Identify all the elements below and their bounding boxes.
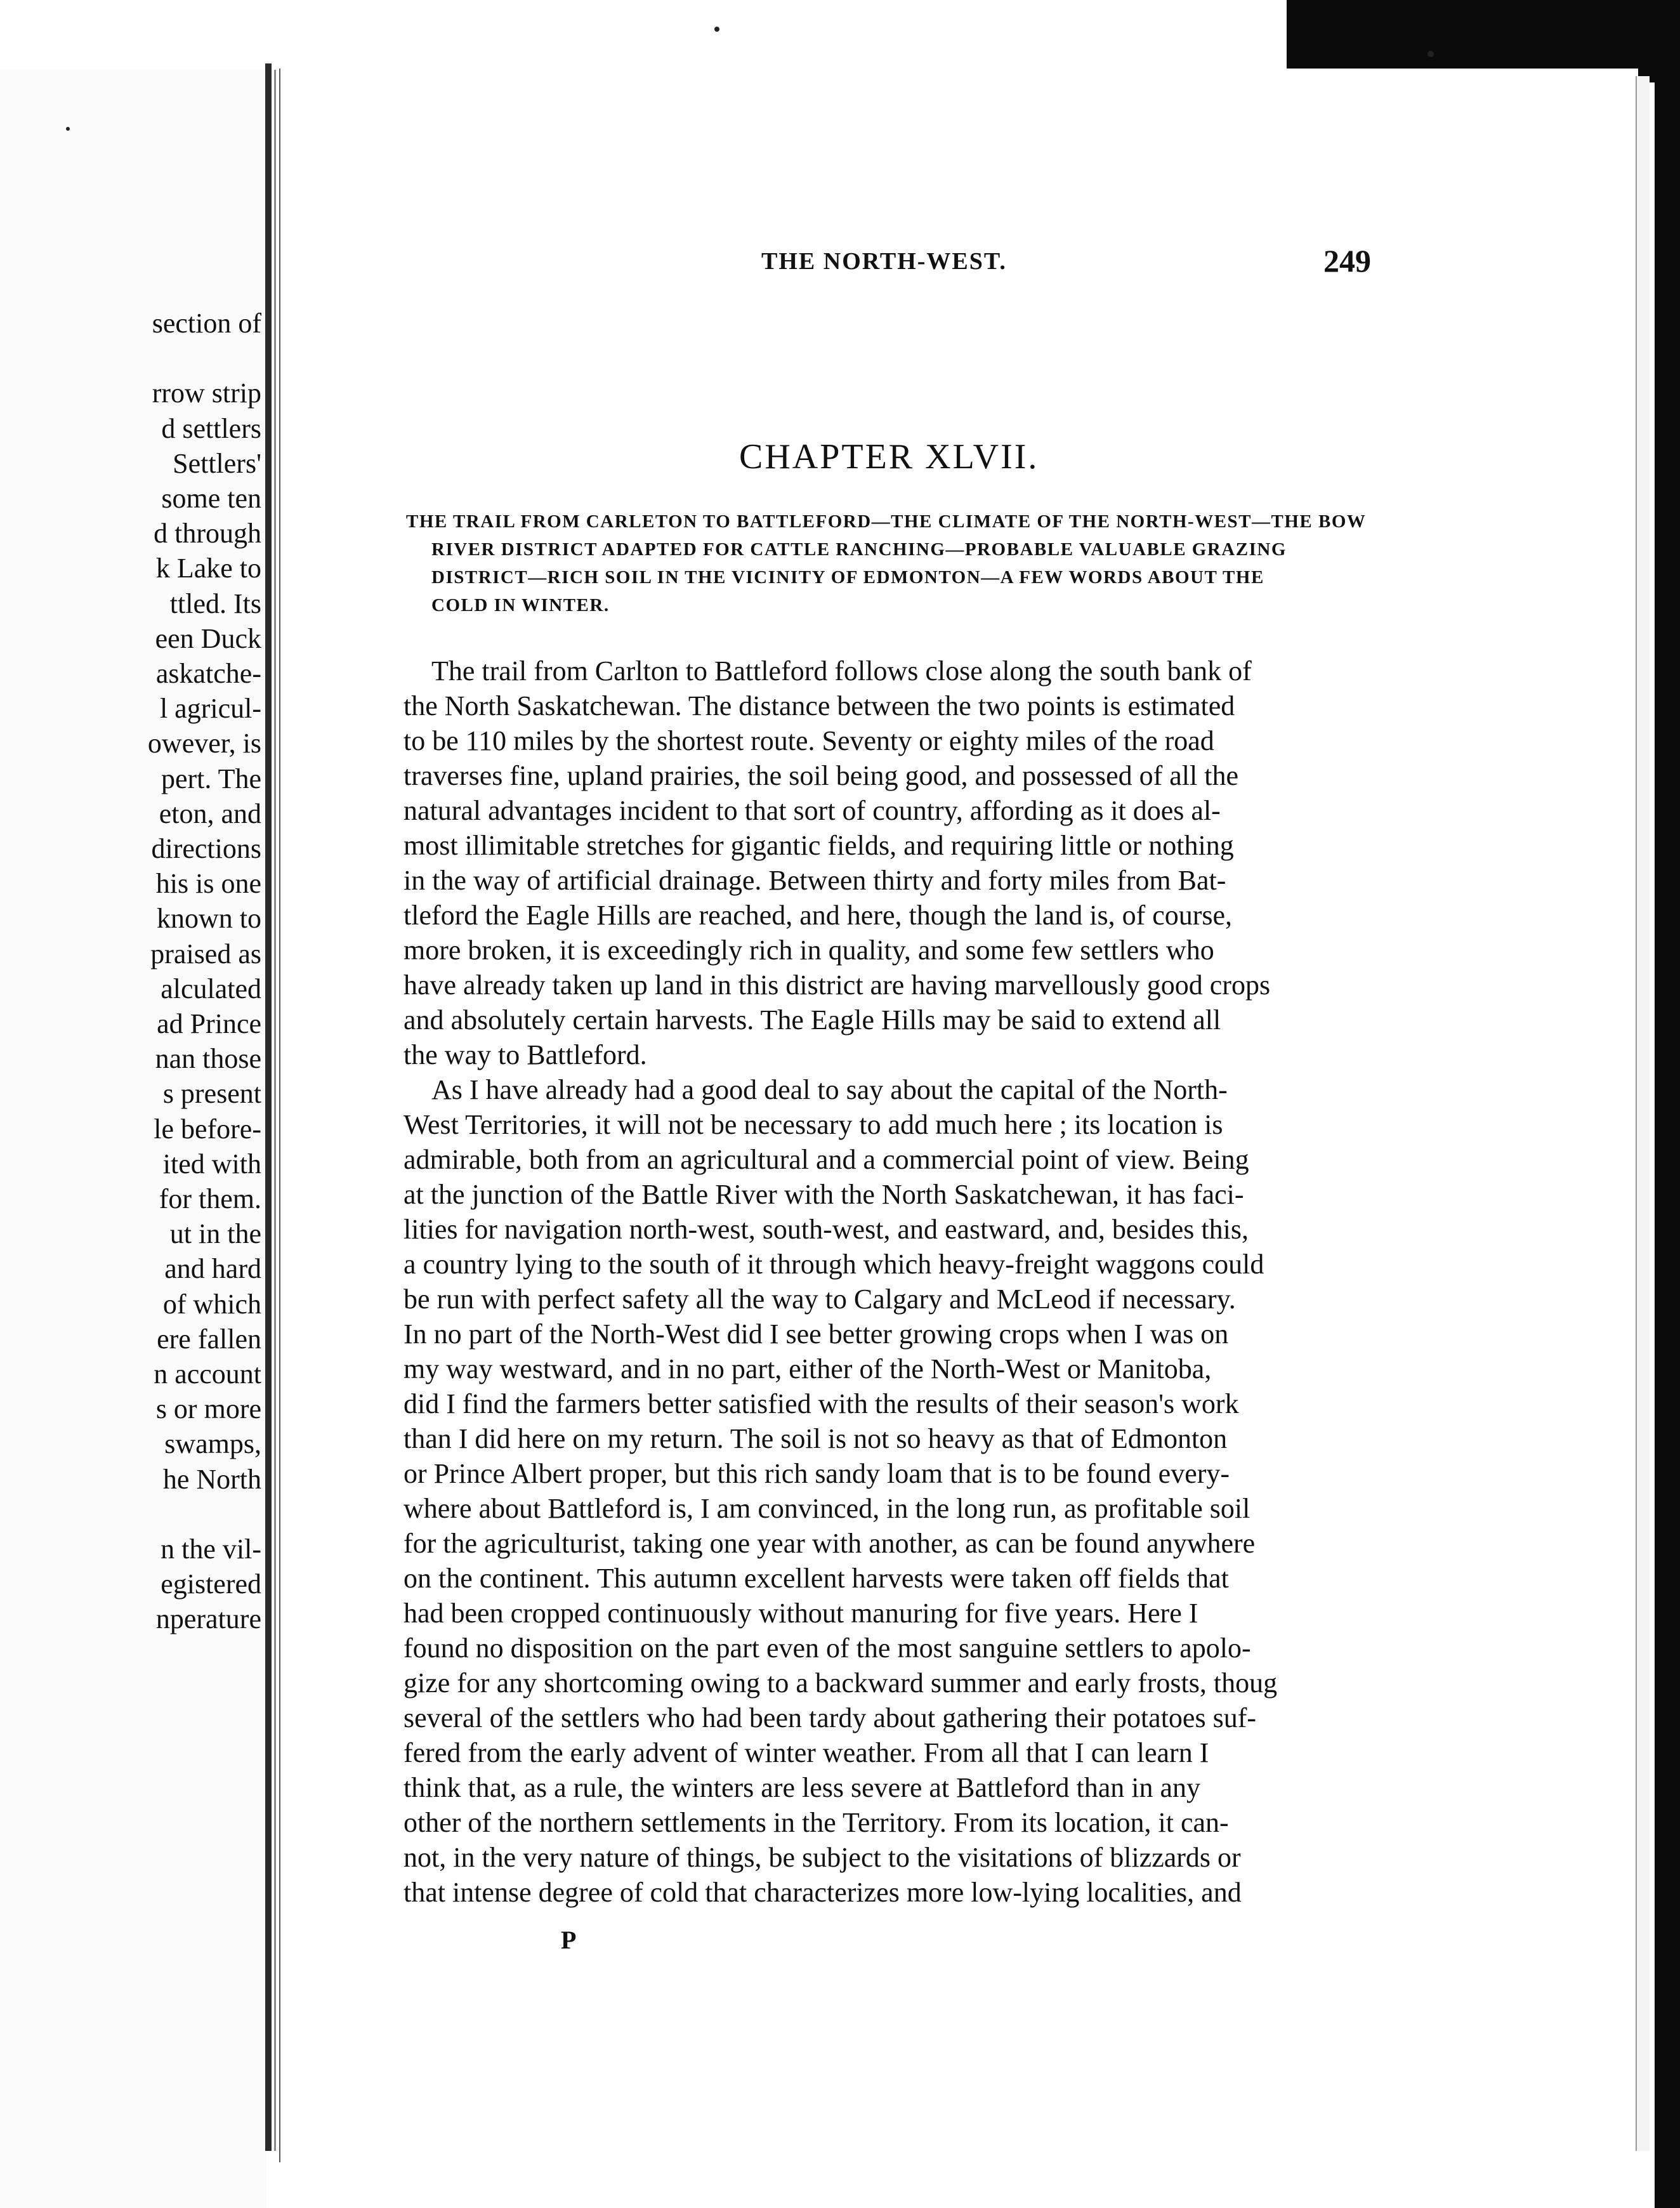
left-page-line: rrow strip <box>152 378 261 409</box>
left-page-line: askatche- <box>155 658 261 689</box>
left-page-line: of which <box>162 1288 261 1320</box>
body-line: have already taken up land in this district are having marvellously good crops <box>404 969 1271 1001</box>
left-page-line: egistered <box>161 1568 261 1600</box>
left-page-line: d settlers <box>161 412 261 444</box>
scan-speck <box>714 27 719 32</box>
left-page-line: ad Prince <box>157 1008 261 1039</box>
body-line: or Prince Albert proper, but this rich sandy loam that is to be found every- <box>404 1458 1230 1489</box>
body-line: most illimitable stretches for gigantic fields, and requiring little or nothing <box>404 830 1234 861</box>
left-page-line: some ten <box>161 483 261 514</box>
body-line: several of the settlers who had been tardy about gathering their potatoes suf- <box>404 1702 1256 1733</box>
left-page-line: pert. The <box>161 763 261 794</box>
left-page-line: ttled. Its <box>169 588 261 619</box>
signature-mark: P <box>561 1926 577 1954</box>
body-line: the way to Battleford. <box>404 1039 647 1070</box>
body-line: traverses fine, upland prairies, the soil being good, and possessed of all the <box>404 760 1239 791</box>
left-page-line: d through <box>154 518 261 549</box>
left-page-line: nperature <box>155 1603 261 1635</box>
left-page-line: and hard <box>164 1253 261 1285</box>
left-page-line: for them. <box>159 1183 261 1214</box>
body-line: admirable, both from an agricultural and a commercial point of view. Being <box>404 1144 1249 1175</box>
body-line: and absolutely certain harvests. The Eagle Hills may be said to extend all <box>404 1004 1221 1035</box>
scan-speck <box>1427 51 1434 57</box>
chapter-summary-line: THE TRAIL FROM CARLETON TO BATTLEFORD—THE CLIMATE OF THE NORTH-WEST—THE BOW <box>406 511 1367 532</box>
body-line: As I have already had a good deal to say about the capital of the North- <box>431 1074 1228 1105</box>
body-line: my way westward, and in no part, either of the North-West or Manitoba, <box>404 1353 1212 1384</box>
left-page-line: n the vil- <box>161 1534 261 1565</box>
body-line: tleford the Eagle Hills are reached, and here, though the land is, of course, <box>404 900 1233 931</box>
body-line: where about Battleford is, I am convinced, in the long run, as profitable soil <box>404 1493 1250 1524</box>
left-page-line: s present <box>162 1078 261 1110</box>
body-line: for the agriculturist, taking one year with another, as can be found anywhere <box>404 1528 1256 1559</box>
left-page-line: ere fallen <box>157 1323 261 1355</box>
body-line: that intense degree of cold that characterizes more low-lying localities, and <box>404 1877 1242 1908</box>
body-line: the North Saskatchewan. The distance between the two points is estimated <box>404 690 1235 721</box>
page-edge <box>1636 76 1650 2151</box>
body-line: In no part of the North-West did I see better growing crops when I was on <box>404 1318 1229 1350</box>
body-line: to be 110 miles by the shortest route. Seventy or eighty miles of the road <box>404 725 1214 756</box>
book-gutter <box>265 63 272 2151</box>
left-page-line: alculated <box>161 973 261 1004</box>
chapter-summary-line: DISTRICT—RICH SOIL IN THE VICINITY OF EDMONTON—A FEW WORDS ABOUT THE <box>431 567 1264 588</box>
left-page-line: een Duck <box>155 622 261 654</box>
left-page-line: his is one <box>155 868 261 900</box>
left-page-line: ut in the <box>169 1218 261 1250</box>
left-page-line: swamps, <box>164 1428 261 1460</box>
body-line: other of the northern settlements in the Territory. From its location, it can- <box>404 1807 1229 1838</box>
left-page-line: s or more <box>155 1393 261 1425</box>
left-page-line: Settlers' <box>173 447 261 479</box>
body-line: more broken, it is exceedingly rich in quality, and some few settlers who <box>404 935 1214 966</box>
running-head: THE NORTH-WEST. <box>761 248 1007 275</box>
chapter-summary-line: COLD IN WINTER. <box>431 595 610 615</box>
book-gutter-shadow <box>274 70 276 2151</box>
body-line: The trail from Carlton to Battleford follows close along the south bank of <box>431 655 1252 687</box>
left-page-line: eton, and <box>159 798 261 829</box>
left-page-line: directions <box>151 833 261 864</box>
body-line: had been cropped continuously without manuring for five years. Here I <box>404 1598 1198 1629</box>
left-page-line: praised as <box>150 938 261 969</box>
left-page-line: l agricul- <box>159 693 261 725</box>
body-line: not, in the very nature of things, be subject to the visitations of blizzards or <box>404 1842 1241 1873</box>
left-page-line: le before- <box>154 1113 261 1145</box>
chapter-summary-line: RIVER DISTRICT ADAPTED FOR CATTLE RANCHING—PROBABLE VALUABLE GRAZING <box>431 539 1287 560</box>
left-page-line: known to <box>157 903 261 935</box>
left-page-line: nan those <box>155 1043 261 1075</box>
left-page-line: section of <box>152 308 261 339</box>
body-line: at the junction of the Battle River with the North Saskatchewan, it has faci- <box>404 1179 1244 1210</box>
body-line: lities for navigation north-west, south-west, and eastward, and, besides this, <box>404 1214 1249 1245</box>
body-line: West Territories, it will not be necessary to add much here ; its location is <box>404 1109 1223 1140</box>
body-line: did I find the farmers better satisfied with the results of their season's work <box>404 1388 1239 1419</box>
body-line: be run with perfect safety all the way to Calgary and McLeod if necessary. <box>404 1284 1236 1315</box>
left-page-line: owever, is <box>147 728 261 759</box>
body-line: a country lying to the south of it through which heavy-freight waggons could <box>404 1249 1264 1280</box>
left-page-fragment <box>0 70 266 2208</box>
chapter-title: CHAPTER XLVII. <box>739 437 1039 476</box>
body-line: think that, as a rule, the winters are less severe at Battleford than in any <box>404 1772 1201 1803</box>
left-page-line: ited with <box>162 1148 261 1180</box>
body-line: fered from the early advent of winter weather. From all that I can learn I <box>404 1737 1209 1768</box>
body-line: than I did here on my return. The soil is not so heavy as that of Edmonton <box>404 1423 1228 1454</box>
body-line: found no disposition on the part even of the most sanguine settlers to apolo- <box>404 1633 1251 1664</box>
body-line: natural advantages incident to that sort of country, affording as it does al- <box>404 795 1221 826</box>
left-page-line: k Lake to <box>155 553 261 584</box>
body-line: in the way of artificial drainage. Between thirty and forty miles from Bat- <box>404 865 1226 896</box>
body-line: on the continent. This autumn excellent harvests were taken off fields that <box>404 1563 1229 1594</box>
body-text <box>404 654 1374 1910</box>
left-page-line: he North <box>162 1463 261 1495</box>
chapter-summary <box>406 508 1377 619</box>
scan-border-right <box>1655 0 1680 2208</box>
scan-speck <box>66 127 70 131</box>
body-line: gize for any shortcoming owing to a backward summer and early frosts, thoug <box>404 1667 1278 1699</box>
left-page-line: n account <box>154 1358 261 1390</box>
page-number: 249 <box>1323 243 1371 279</box>
